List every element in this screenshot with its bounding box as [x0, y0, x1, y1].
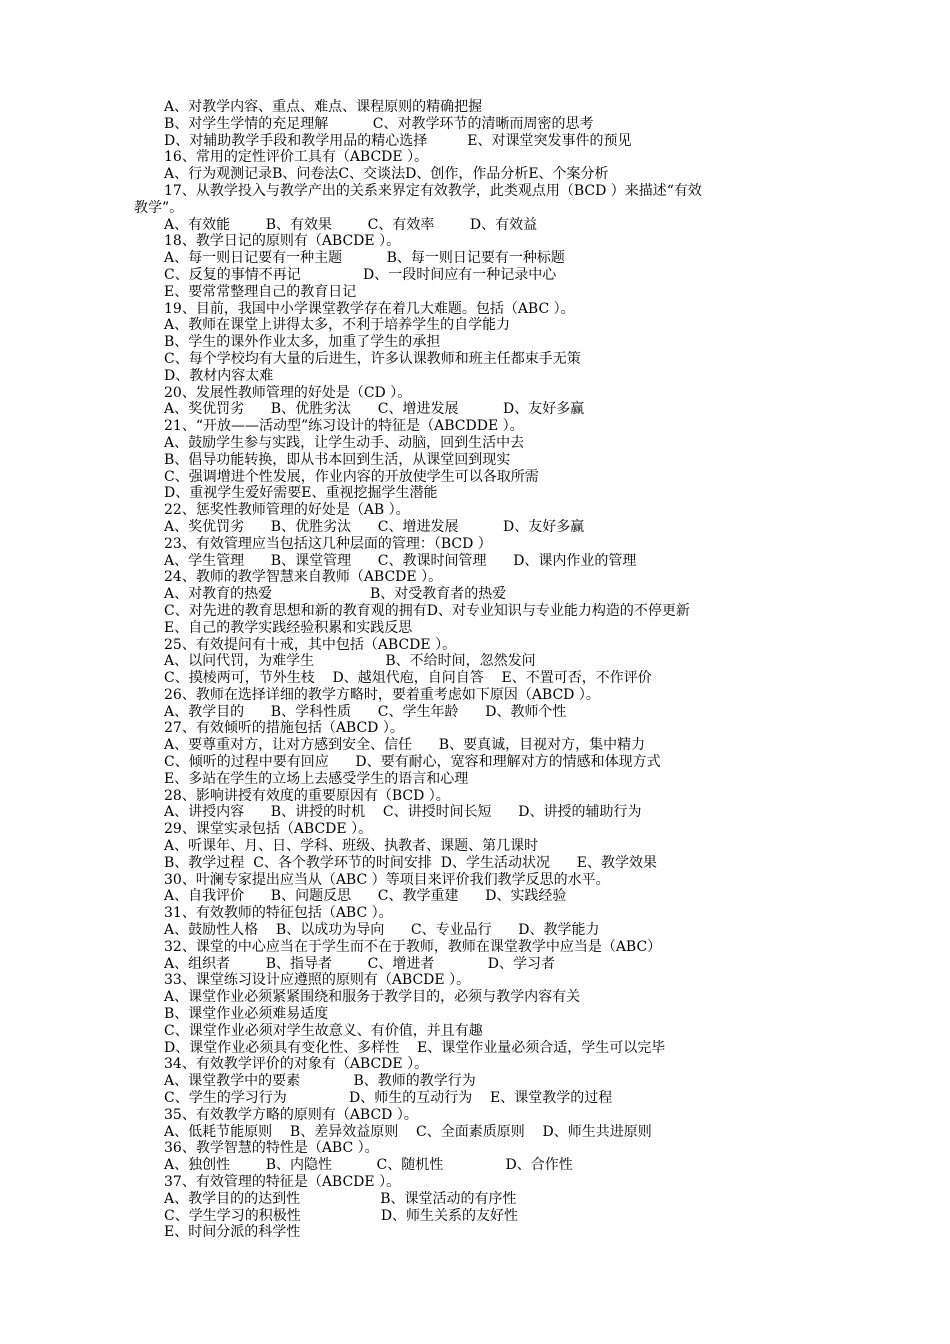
text-line: C、每个学校均有大量的后进生，许多认课教师和班主任都束手无策 — [164, 350, 581, 367]
text-line: B、教学过程 C、各个教学环节的时间安排 D、学生活动状况 E、教学效果 — [164, 854, 657, 871]
text-line: A、鼓励学生参与实践，让学生动手、动脑，回到生活中去 — [164, 434, 525, 451]
text-line: A、有效能 B、有效果 C、有效率 D、有效益 — [164, 216, 538, 233]
text-line: A、奖优罚劣 B、优胜劣汰 C、增进发展 D、友好多赢 — [164, 401, 585, 418]
text-line: C、学生学习的积极性 D、师生关系的友好性 — [164, 1207, 519, 1224]
text-line: A、低耗节能原则 B、差异效益原则 C、全面素质原则 D、师生共进原则 — [164, 1123, 652, 1140]
document-page — [134, 99, 824, 1241]
text-line: A、奖优罚劣 B、优胜劣汰 C、增进发展 D、友好多赢 — [164, 518, 585, 535]
text-line: A、鼓励性人格 B、以成功为导向 C、专业品行 D、教学能力 — [164, 922, 600, 939]
text-line: 19、目前，我国中小学课堂教学存在着几大难题。包括（ABC ）。 — [164, 300, 575, 317]
text-line: A、课堂教学中的要素 B、教师的教学行为 — [164, 1073, 476, 1090]
text-line: B、课堂作业必须难易适度 — [164, 1006, 329, 1023]
text-line: A、对教育的热爱 B、对受教育者的热爱 — [164, 586, 507, 603]
text-line: 18、教学日记的原则有（ABCDE ）。 — [164, 233, 401, 250]
text-line: 28、影响讲授有效度的重要原因有（BCD ）。 — [164, 787, 450, 804]
text-line: C、摸棱两可，节外生枝 D、越俎代庖，自问自答 E、不置可否，不作评价 — [164, 670, 652, 687]
text-line: A、课堂作业必须紧紧围绕和服务于教学目的，必须与教学内容有关 — [164, 989, 581, 1006]
text-line: 17、从教学投入与教学产出的关系来界定有效教学，此类观点用（BCD ）来描述“有效 — [164, 182, 702, 199]
text-line: 23、有效管理应当包括这几种层面的管理：（BCD ） — [164, 535, 492, 552]
text-line: D、对辅助教学手段和教学用品的精心选择 E、对课堂突发事件的预见 — [164, 132, 632, 149]
text-line: 21、“开放——活动型”练习设计的特征是（ABCDDE ）。 — [164, 418, 524, 435]
text-line: A、教师在课堂上讲得太多，不利于培养学生的自学能力 — [164, 317, 511, 334]
text-line: 26、教师在选择详细的教学方略时，要着重考虑如下原因（ABCD ）。 — [164, 686, 600, 703]
text-line: 29、课堂实录包括（ABCDE ）。 — [164, 821, 373, 838]
text-line: C、强调增进个性发展，作业内容的开放使学生可以各取所需 — [164, 468, 539, 485]
text-line: A、讲授内容 B、讲授的时机 C、讲授时间长短 D、讲授的辅助行为 — [164, 804, 642, 821]
text-line: A、学生管理 B、课堂管理 C、教课时间管理 D、课内作业的管理 — [164, 552, 637, 569]
text-line: E、自己的教学实践经验积累和实践反思 — [164, 619, 413, 636]
text-line: 35、有效教学方略的原则有（ABCD ）。 — [164, 1106, 418, 1123]
text-line: A、独创性 B、内隐性 C、随机性 D、合作性 — [164, 1157, 573, 1174]
text-line: 36、教学智慧的特性是（ABC ）。 — [164, 1140, 379, 1157]
text-line: 25、有效提问有十戒，其中包括（ABCDE ）。 — [164, 636, 457, 653]
text-line: A、自我评价 B、问题反思 C、教学重建 D、实践经验 — [164, 888, 567, 905]
text-line: 31、有效教师的特征包括（ABC ）。 — [164, 905, 393, 922]
text-line: A、以问代罚，为难学生 B、不给时间，忽然发问 — [164, 653, 536, 670]
text-line: E、多站在学生的立场上去感受学生的语言和心理 — [164, 770, 469, 787]
text-line: B、学生的课外作业太多，加重了学生的承担 — [164, 334, 441, 351]
text-line: 33、课堂练习设计应遵照的原则有（ABCDE ）。 — [164, 972, 471, 989]
text-line: E、要常常整理自己的教育日记 — [164, 283, 357, 300]
text-line: 27、有效倾听的措施包括（ABCD ）。 — [164, 720, 404, 737]
text-line: D、教材内容太难 — [164, 367, 274, 384]
text-line: A、每一则日记要有一种主题 B、每一则日记要有一种标题 — [164, 250, 565, 267]
text-line: C、课堂作业必须对学生故意义、有价值，并且有趣 — [164, 1022, 483, 1039]
text-line: C、对先进的教育思想和新的教育观的拥有D、对专业知识与专业能力构造的不停更新 — [164, 602, 690, 619]
text-line: D、重视学生爱好需要E、重视挖掘学生潜能 — [164, 485, 438, 502]
text-line: C、倾听的过程中要有回应 D、要有耐心，宽容和理解对方的情感和体现方式 — [164, 754, 661, 771]
text-line: 30、叶澜专家提出应当从（ABC ）等项目来评价我们教学反思的水平。 — [164, 871, 610, 888]
text-line: A、教学目的 B、学科性质 C、学生年龄 D、教师个性 — [164, 703, 567, 720]
text-line: 24、教师的教学智慧来自教师（ABCDE ）。 — [164, 569, 443, 586]
text-line: 34、有效教学评价的对象有（ABCDE ）。 — [164, 1056, 429, 1073]
text-line: A、要尊重对方，让对方感到安全、信任 B、要真诚，目视对方，集中精力 — [164, 737, 646, 754]
text-line: 20、发展性教师管理的好处是（CD ）。 — [164, 384, 412, 401]
text-line: A、对教学内容、重点、难点、课程原则的精确把握 — [164, 99, 483, 115]
text-line: A、教学目的的达到性 B、课堂活动的有序性 — [164, 1190, 517, 1207]
text-line: 22、惩奖性教师管理的好处是（AB ）。 — [164, 502, 410, 519]
text-line: C、学生的学习行为 D、师生的互动行为 E、课堂教学的过程 — [164, 1090, 613, 1107]
text-line: 教学”。 — [134, 199, 184, 216]
text-line: 16、常用的定性评价工具有（ABCDE ）。 — [164, 149, 429, 166]
text-line: D、课堂作业必须具有变化性、多样性 E、课堂作业量必须合适，学生可以完毕 — [164, 1039, 666, 1056]
text-line: A、听课年、月、日、学科、班级、执教者、课题、第几课时 — [164, 838, 539, 855]
text-line: B、对学生学情的充足理解 C、对教学环节的清晰而周密的思考 — [164, 115, 594, 132]
text-line: 37、有效管理的特征是（ABCDE ）。 — [164, 1174, 401, 1190]
text-line: A、组织者 B、指导者 C、增进者 D、学习者 — [164, 955, 555, 972]
text-line: A、行为观测记录B、问卷法C、交谈法D、创作，作品分析E、个案分析 — [164, 166, 609, 183]
text-line: 32、课堂的中心应当在于学生而不在于教师，教师在课堂教学中应当是（ABC） — [164, 938, 662, 955]
text-line: C、反复的事情不再记 D、一段时间应有一种记录中心 — [164, 266, 557, 283]
text-line: B、倡导功能转换，即从书本回到生活，从课堂回到现实 — [164, 451, 511, 468]
text-line: E、时间分派的科学性 — [164, 1224, 301, 1241]
